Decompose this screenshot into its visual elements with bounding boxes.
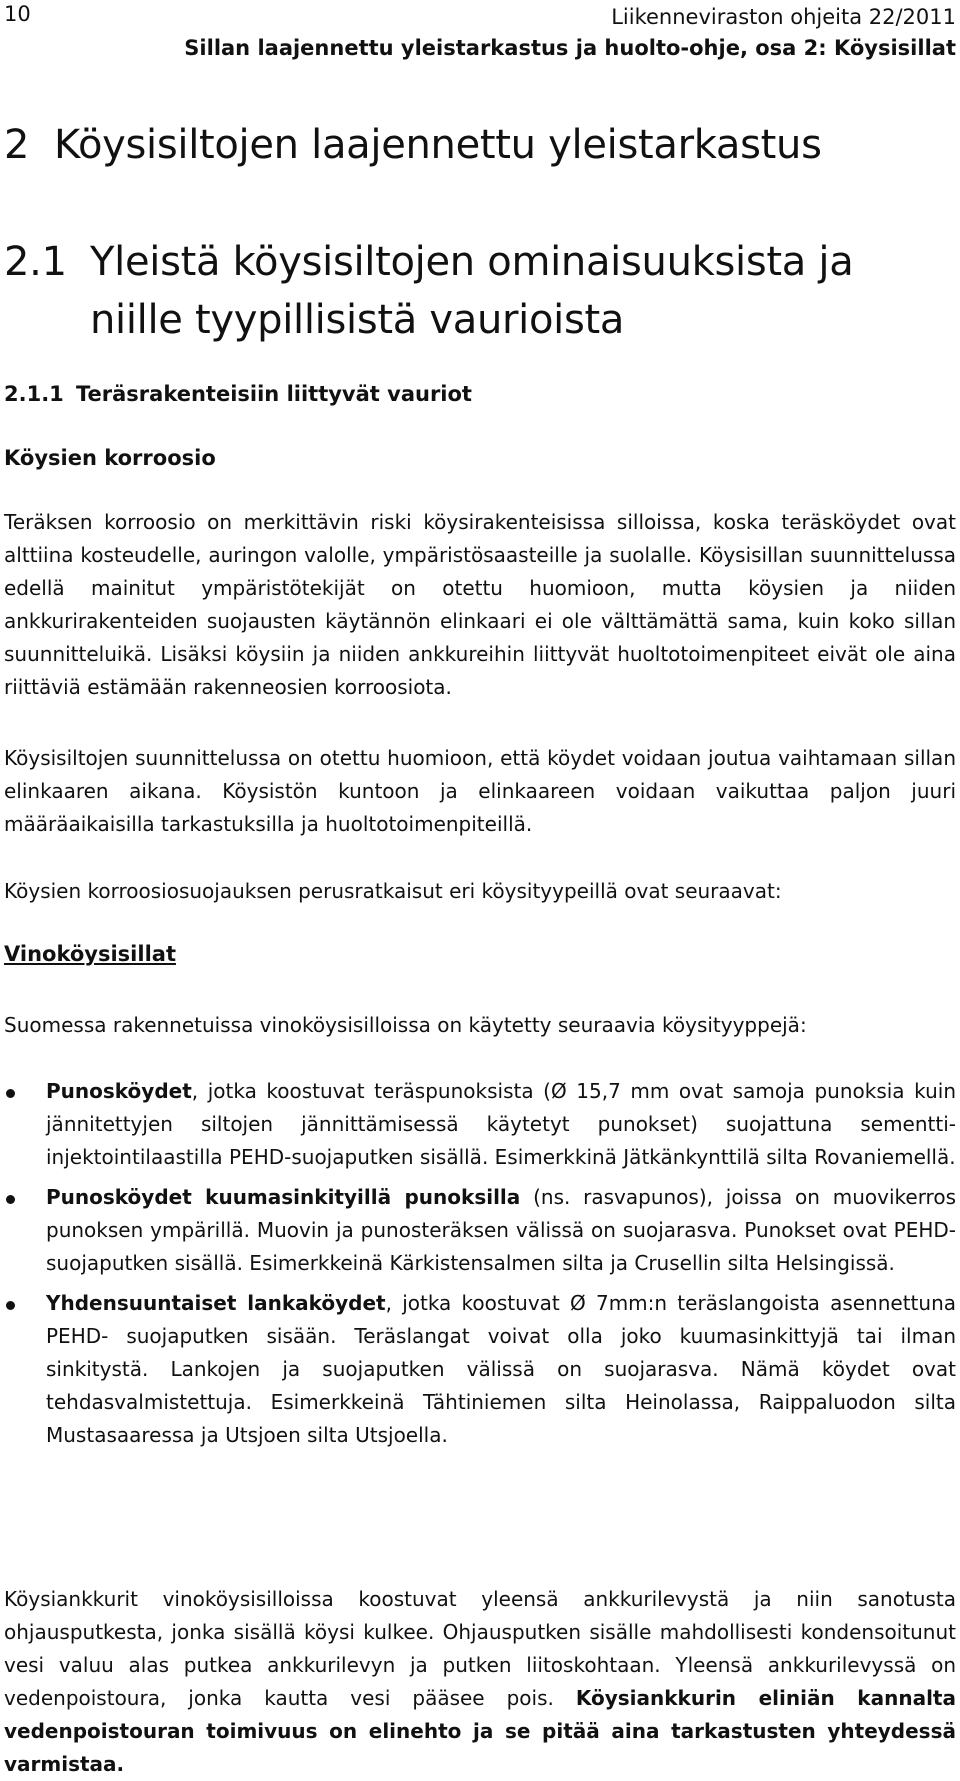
paragraph-cable-types-intro: Suomessa rakennetuissa vinoköysisilloissa on käytetty seuraavia köysityyppejä:	[4, 1013, 807, 1037]
section-title-line1: Yleistä köysisiltojen ominaisuuksista ja	[90, 239, 854, 285]
chapter-title: Köysisiltojen laajennettu yleistarkastus	[54, 122, 822, 168]
chapter-heading	[4, 122, 822, 168]
list-item-text: , jotka koostuvat Ø 7mm:n teräslangoista asennettuna PEHD- suojaputken sisään. Teräslangat voivat olla joko kuumasinkittyjä tai ilman sinkitystä. Lankojen ja suojaputken välissä on suojarasva. Nämä köydet ovat tehdasvalmistettuja. Esimerkkeinä Tähtiniemen silta Heinolassa, Raippaluodon silta Mustasaaressa ja Utsjoen silta Utsjoella.	[46, 1291, 956, 1447]
list-item-text: , jotka koostuvat teräspunoksista (Ø 15,7 mm ovat samoja punoksia kuin jännitettyjen siltojen jännittämisessä käytetyt punokset) suojattuna sementti-injektointilaastilla PEHD-suojaputken sisällä. Esimerkkinä Jätkänkynttilä silta Rovaniemellä.	[46, 1079, 956, 1169]
cable-stayed-heading: Vinoköysisillat	[4, 942, 176, 966]
subsection-number: 2.1.1	[4, 382, 64, 406]
document-title: Sillan laajennettu yleistarkastus ja huolto-ohje, osa 2: Köysisillat	[184, 36, 956, 60]
running-header	[184, 2, 956, 64]
bullet-icon	[6, 1089, 15, 1098]
chapter-number: 2	[4, 122, 30, 168]
subsection-heading	[4, 382, 472, 406]
list-item-text: (ns. rasvapunos), joissa on muovikerros punoksen ympärillä. Muovin ja punosteräksen välissä on suojarasva. Punokset ovat PEHD-suojaputken sisällä. Esimerkkeinä Kärkistensalmen silta ja Crusellin silta Helsingissä.	[46, 1185, 956, 1275]
paragraph-protection-intro: Köysien korroosiosuojauksen perusratkaisut eri köysityypeillä ovat seuraavat:	[4, 879, 782, 903]
paragraph-corrosion-risk: Teräksen korroosio on merkittävin riski köysirakenteisissa silloissa, koska teräsköydet ovat alttiina kosteudelle, auringon valolle, ympäristösaasteille ja suolalle. Köysisillan suunnittelussa edellä mainitut ympäristötekijät on otettu huomioon, mutta köysien ja niiden ankkurirakenteiden suojausten käytännön elinkaari ei ole välttämättä sama, kuin koko sillan suunnitteluikä. Lisäksi köysiin ja niiden ankkureihin liittyvät huoltotoimenpiteet eivät ole aina riittäviä estämään rakenneosien korroosiota.	[4, 510, 956, 699]
paragraph-anchors	[4, 1583, 956, 1781]
series-title: Liikenneviraston ohjeita 22/2011	[611, 5, 956, 29]
bullet-icon	[6, 1301, 15, 1310]
bullet-icon	[6, 1195, 15, 1204]
section-number: 2.1	[4, 239, 67, 285]
anchors-emphasis: Köysiankkurin eliniän kannalta vedenpoistouran toimivuus on elinehto ja se pitää aina tarkastusten yhteydessä varmistaa.	[4, 1686, 956, 1776]
list-item-term: Yhdensuuntaiset lankaköydet	[46, 1291, 386, 1315]
cable-type-list	[4, 1075, 956, 1459]
section-title-line2: niille tyypillisistä vaurioista	[90, 297, 625, 343]
anchors-text: Köysiankkurit vinoköysisilloissa koostuvat yleensä ankkurilevystä ja niin sanotusta ohjausputkesta, jonka sisällä köysi kulkee. Ohjausputken sisälle mahdollisesti kondensoitunut vesi valuu alas putkea ankkurilevyn ja putken liitoskohtaan. Yleensä ankkurilevyssä on vedenpoistoura, jonka kautta vesi pääsee pois.	[4, 1587, 956, 1710]
paragraph-cable-replacement: Köysisiltojen suunnittelussa on otettu huomioon, että köydet voidaan joutua vaihtamaan sillan elinkaaren aikana. Köysistön kuntoon ja elinkaareen voidaan vaikuttaa paljon juuri määräaikaisilla tarkastuksilla ja huoltotoimenpiteillä.	[4, 746, 956, 836]
section-heading	[4, 233, 853, 349]
list-item	[4, 1287, 956, 1452]
list-item-term: Punosköydet	[46, 1079, 192, 1103]
list-item-term: Punosköydet kuumasinkityillä punoksilla	[46, 1185, 521, 1209]
topic-heading: Köysien korroosio	[4, 446, 216, 470]
list-item	[4, 1075, 956, 1174]
list-item	[4, 1181, 956, 1280]
page-number: 10	[4, 2, 31, 26]
subsection-title: Teräsrakenteisiin liittyvät vauriot	[76, 382, 472, 406]
